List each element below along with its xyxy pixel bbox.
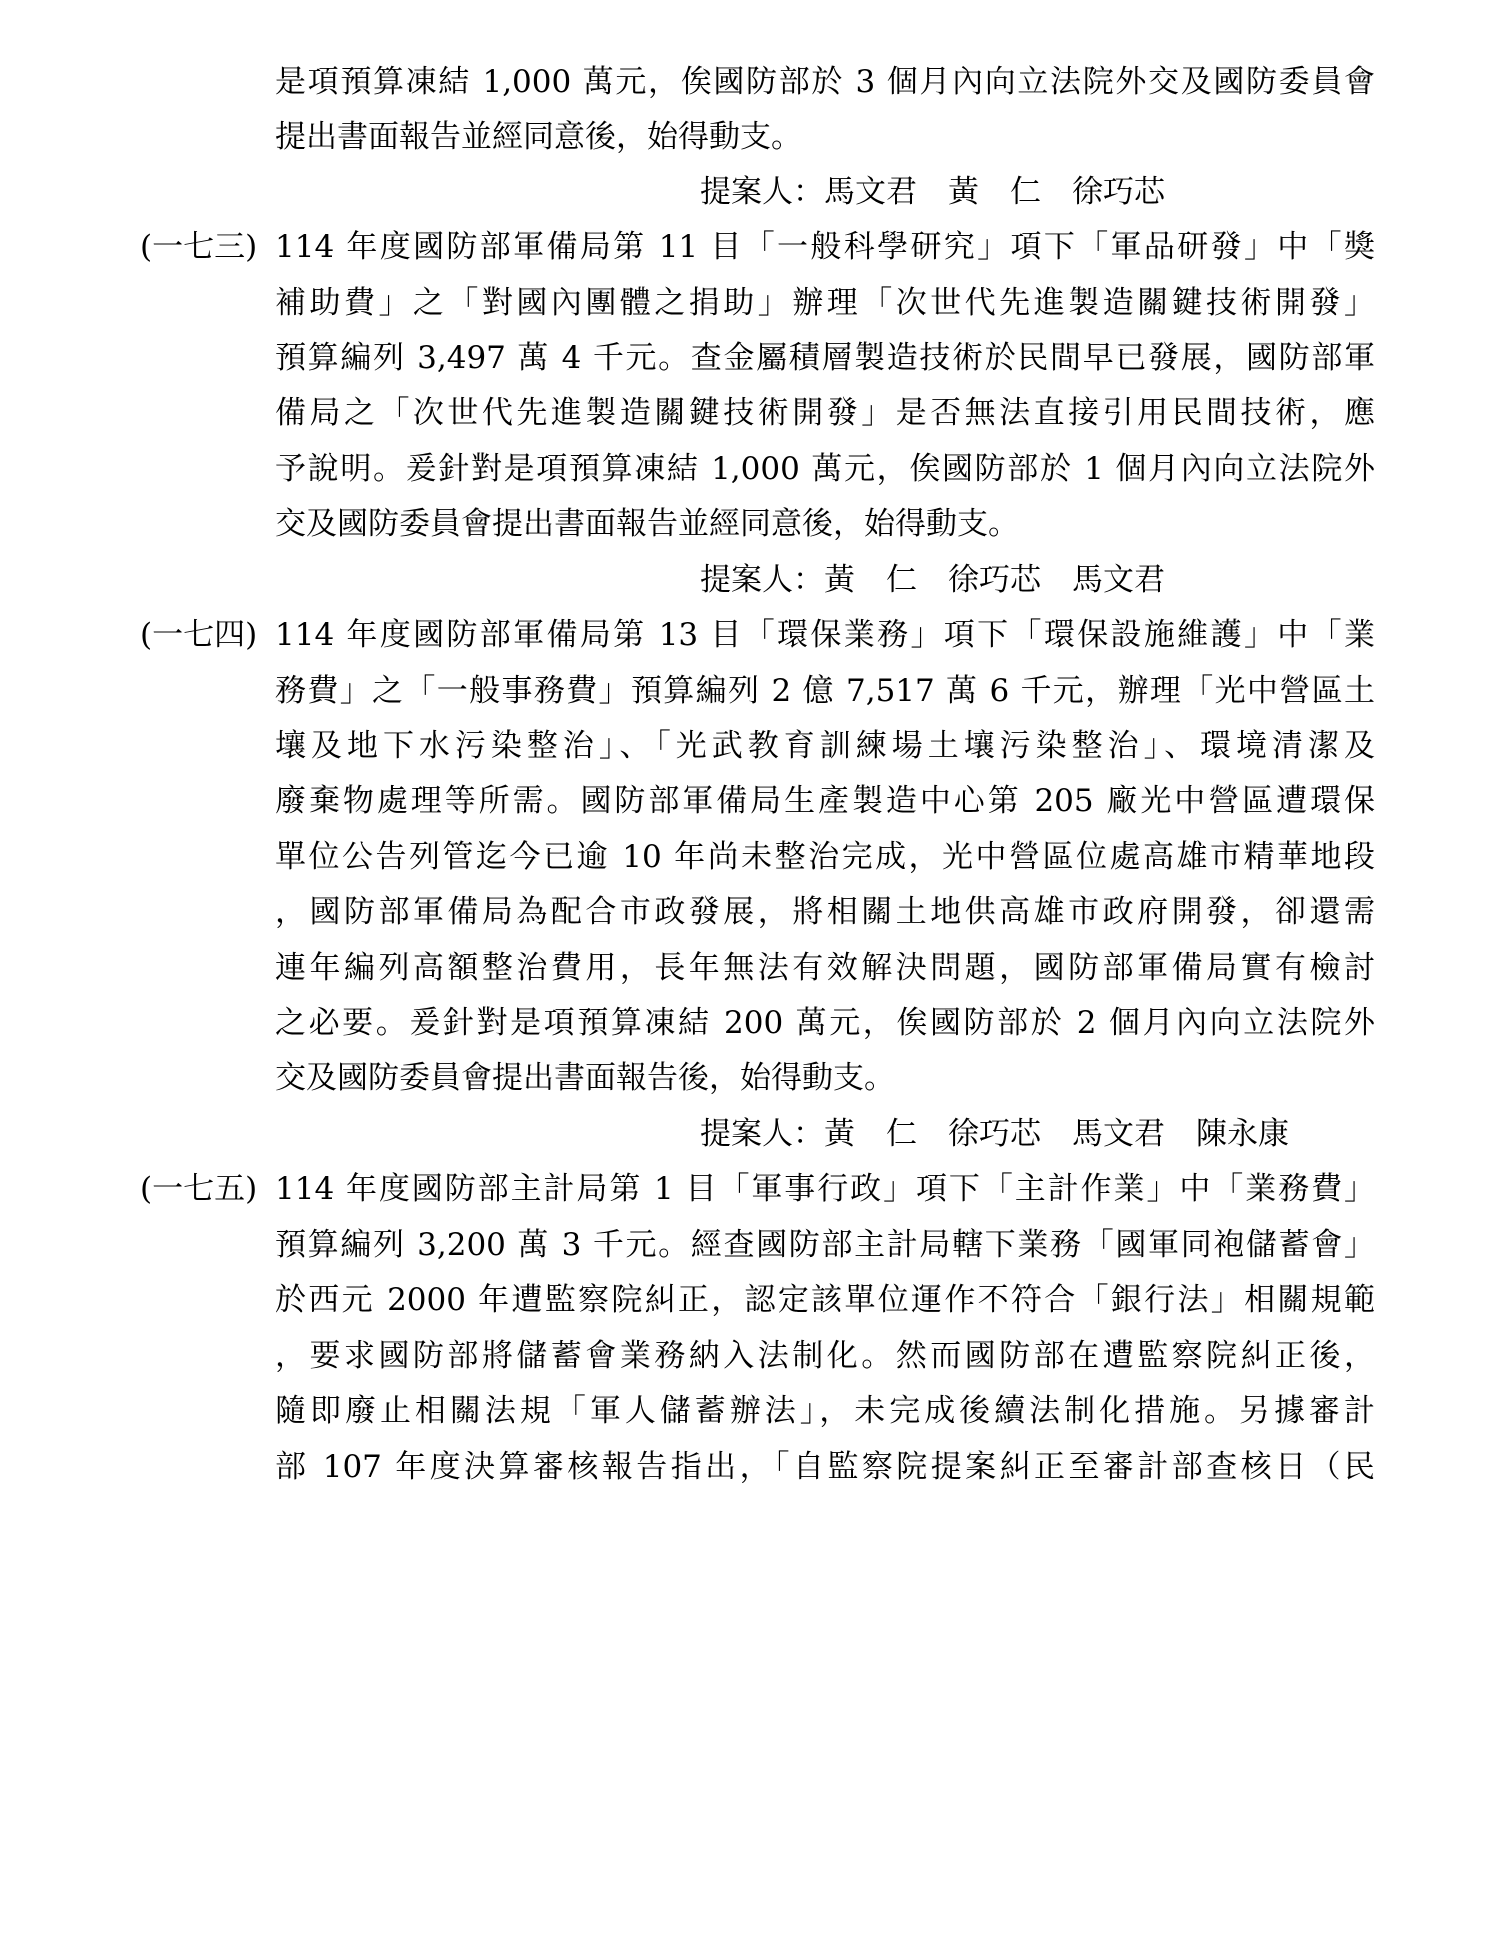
proposer-line: 提案人：黃 仁 徐巧芯 馬文君 陳永康 bbox=[700, 1116, 1289, 1152]
text-line: 壤及地下水污染整治」、「光武教育訓練場土壤污染整治」、環境清潔及 bbox=[275, 728, 1375, 764]
proposer-line: 提案人：馬文君 黃 仁 徐巧芯 bbox=[700, 174, 1165, 210]
item-number: (一七四) bbox=[140, 617, 258, 653]
text-line: 補助費」之「對國內團體之捐助」辦理「次世代先進製造關鍵技術開發」 bbox=[275, 285, 1375, 321]
text-line: 提出書面報告並經同意後，始得動支。 bbox=[275, 119, 802, 155]
text-line: 交及國防委員會提出書面報告並經同意後，始得動支。 bbox=[275, 506, 1019, 542]
text-line: 114 年度國防部軍備局第 11 目「一般科學研究」項下「軍品研發」中「獎 bbox=[275, 229, 1375, 265]
text-line: 之必要。爰針對是項預算凍結 200 萬元，俟國防部於 2 個月內向立法院外 bbox=[275, 1005, 1375, 1041]
text-line: 廢棄物處理等所需。國防部軍備局生產製造中心第 205 廠光中營區遭環保 bbox=[275, 783, 1375, 819]
text-line: 部 107 年度決算審核報告指出，「自監察院提案糾正至審計部查核日（民 bbox=[275, 1449, 1375, 1485]
text-line: 務費」之「一般事務費」預算編列 2 億 7,517 萬 6 千元，辦理「光中營區土 bbox=[275, 673, 1375, 709]
text-line: 予說明。爰針對是項預算凍結 1,000 萬元，俟國防部於 1 個月內向立法院外 bbox=[275, 451, 1375, 487]
text-line: 連年編列高額整治費用，長年無法有效解決問題，國防部軍備局實有檢討 bbox=[275, 950, 1375, 986]
text-line: 備局之「次世代先進製造關鍵技術開發」是否無法直接引用民間技術，應 bbox=[275, 395, 1375, 431]
item-number: (一七五) bbox=[140, 1171, 258, 1207]
text-line: ，國防部軍備局為配合市政發展，將相關土地供高雄市政府開發，卻還需 bbox=[275, 894, 1375, 930]
text-line: 預算編列 3,200 萬 3 千元。經查國防部主計局轄下業務「國軍同袍儲蓄會」 bbox=[275, 1227, 1375, 1263]
text-line: 是項預算凍結 1,000 萬元，俟國防部於 3 個月內向立法院外交及國防委員會 bbox=[275, 64, 1375, 100]
proposer-line: 提案人：黃 仁 徐巧芯 馬文君 bbox=[700, 562, 1165, 598]
text-line: 單位公告列管迄今已逾 10 年尚未整治完成，光中營區位處高雄市精華地段 bbox=[275, 839, 1375, 875]
text-line: 於西元 2000 年遭監察院糾正，認定該單位運作不符合「銀行法」相關規範 bbox=[275, 1282, 1375, 1318]
text-line: 114 年度國防部主計局第 1 目「軍事行政」項下「主計作業」中「業務費」 bbox=[275, 1171, 1375, 1207]
text-line: ，要求國防部將儲蓄會業務納入法制化。然而國防部在遭監察院糾正後， bbox=[275, 1338, 1375, 1374]
text-line: 預算編列 3,497 萬 4 千元。查金屬積層製造技術於民間早已發展，國防部軍 bbox=[275, 340, 1375, 376]
text-line: 114 年度國防部軍備局第 13 目「環保業務」項下「環保設施維護」中「業 bbox=[275, 617, 1375, 653]
text-line: 隨即廢止相關法規「軍人儲蓄辦法」，未完成後續法制化措施。另據審計 bbox=[275, 1393, 1375, 1429]
text-line: 交及國防委員會提出書面報告後，始得動支。 bbox=[275, 1060, 895, 1096]
item-number: (一七三) bbox=[140, 229, 258, 265]
